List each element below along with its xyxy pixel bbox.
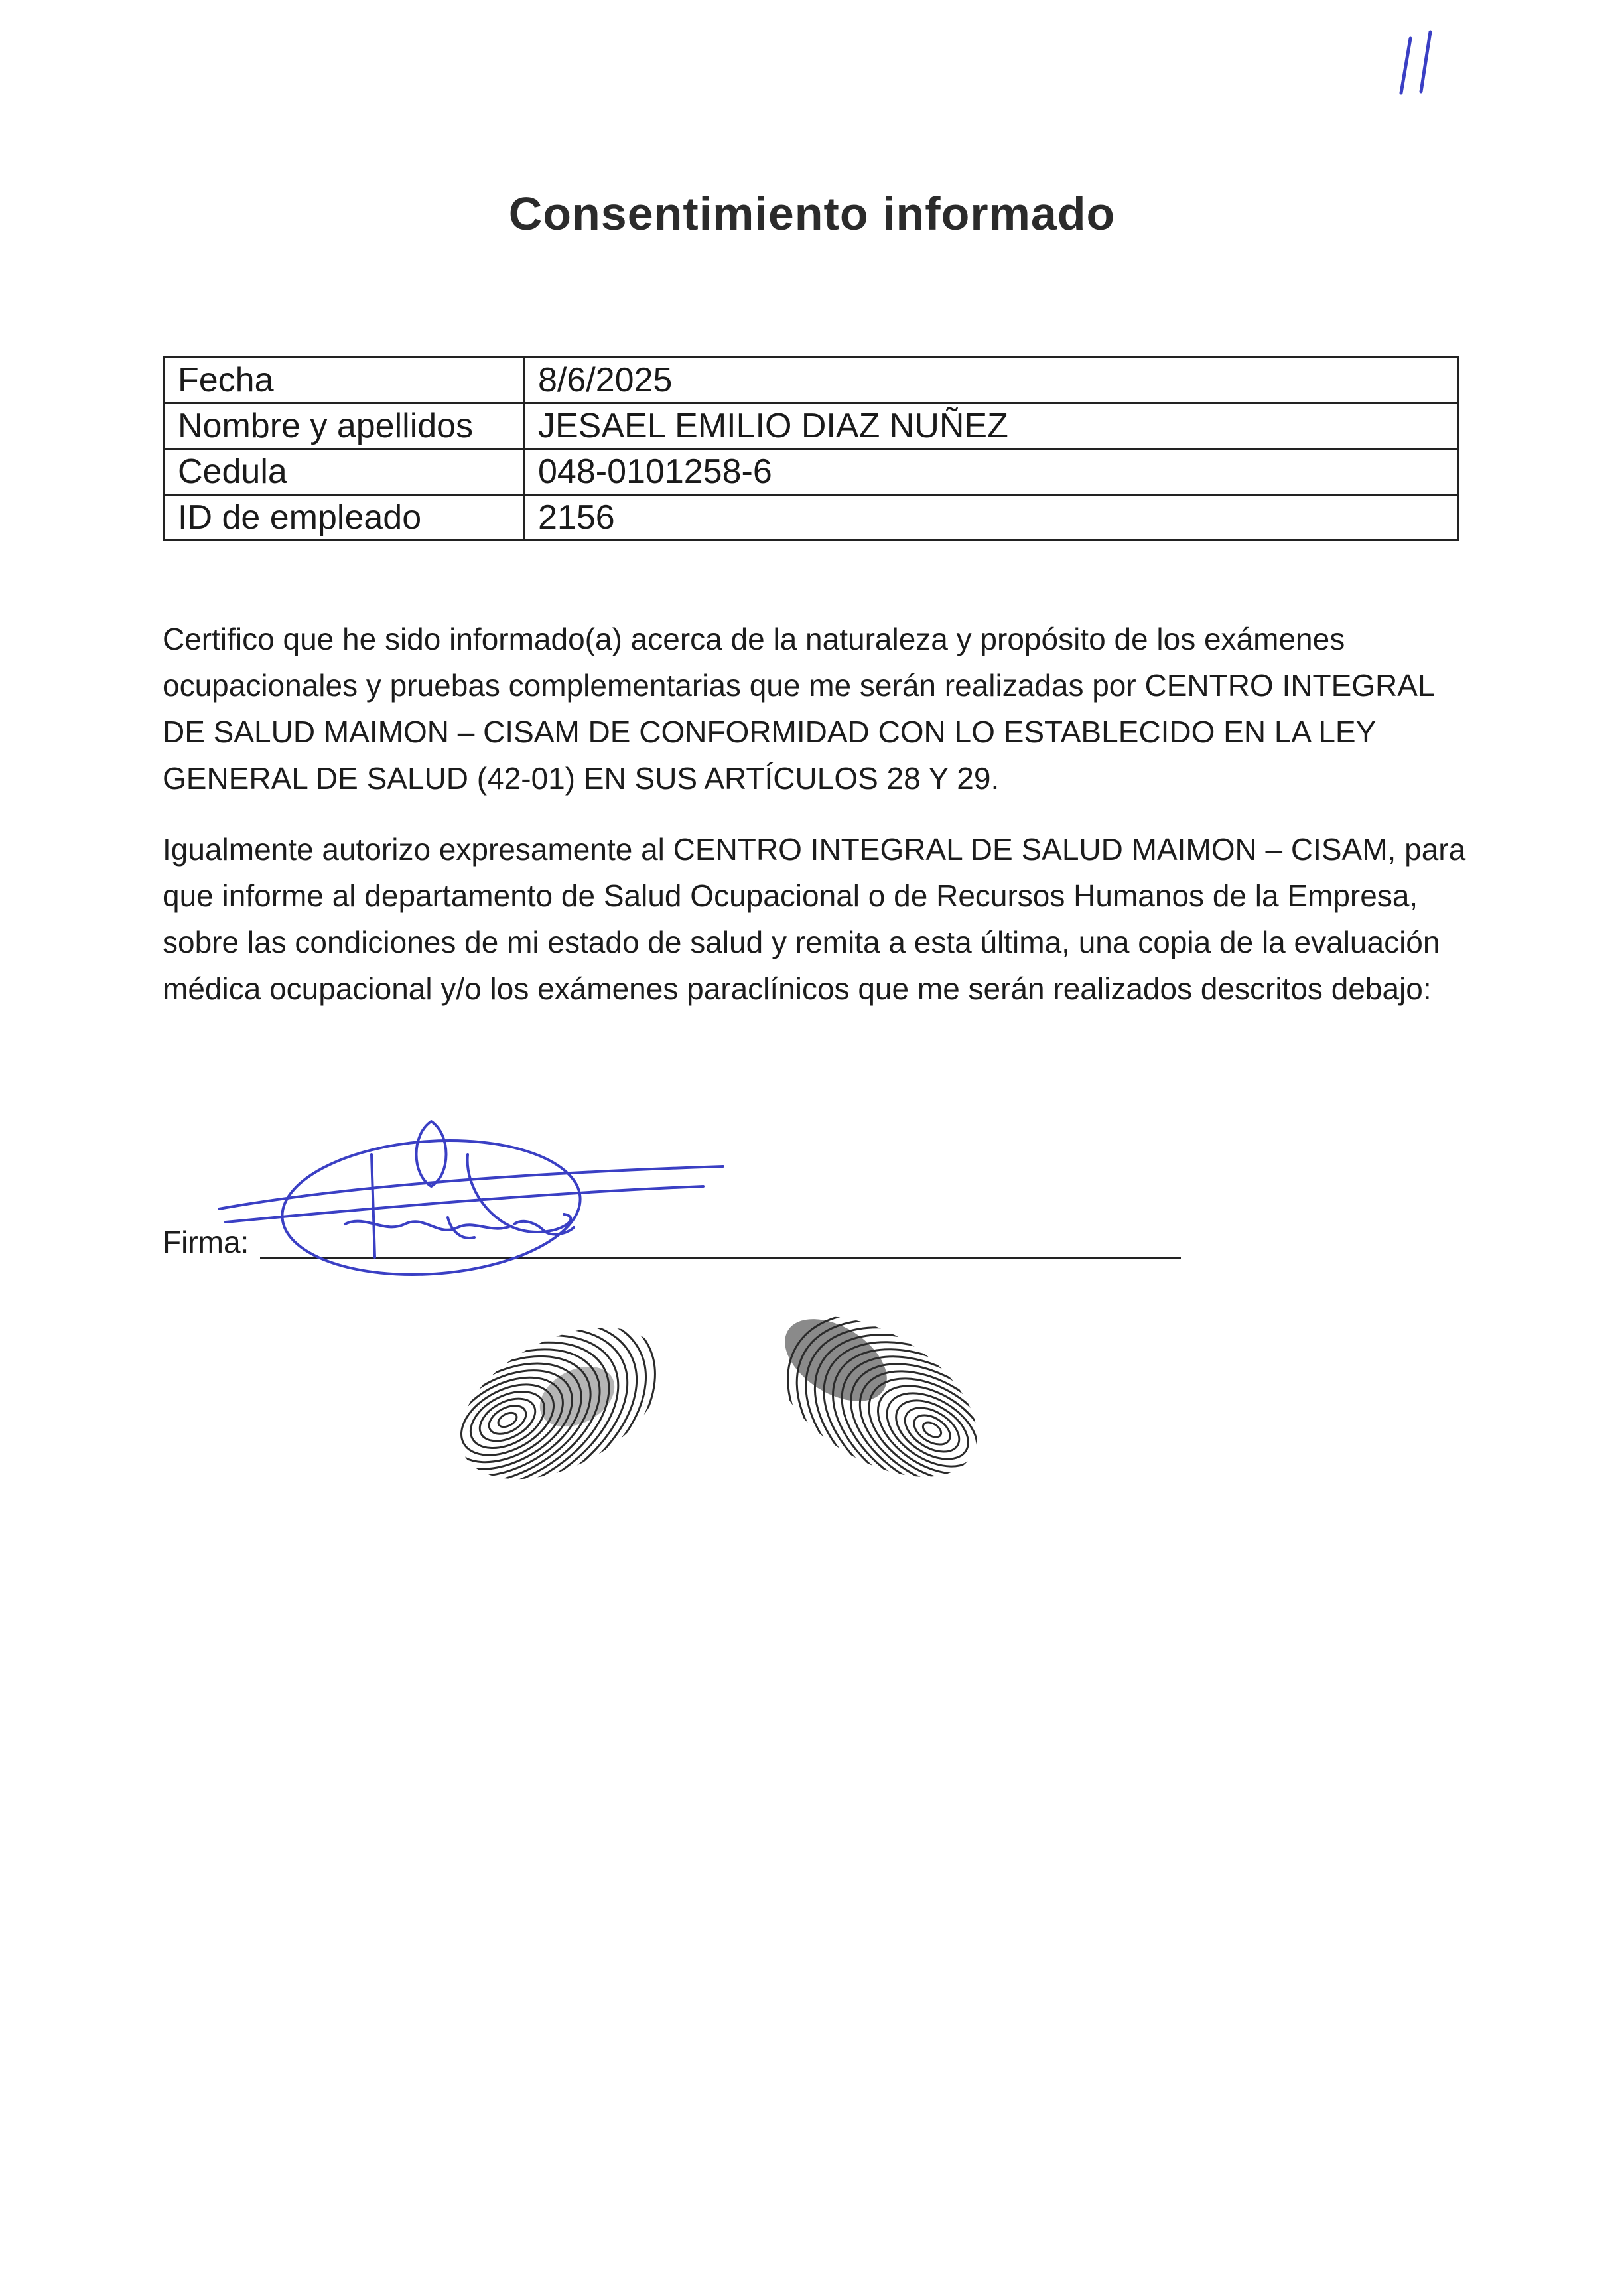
- fingerprint-right-image: [756, 1297, 995, 1503]
- table-row: [164, 358, 1459, 403]
- row-label-id-empleado: ID de empleado: [164, 495, 524, 541]
- certification-paragraph: Certifico que he sido informado(a) acerca de la naturaleza y propósito de los exámenes ocupacionales y pruebas complementarias que me serán realizadas por CENTRO INTEGRAL DE SALUD MAIMON – CISAM DE CONFORMIDAD CON LO ESTABLECIDO EN LA LEY GENERAL DE SALUD (42-01) EN SUS ARTÍCULOS 28 Y 29.: [163, 622, 1434, 796]
- row-label-cedula: Cedula: [164, 449, 524, 495]
- row-value-id-empleado: 2156: [524, 495, 1459, 541]
- authorization-paragraph: Igualmente autorizo expresamente al CENTRO INTEGRAL DE SALUD MAIMON – CISAM, para que informe al departamento de Salud Ocupacional o de Recursos Humanos de la Empresa, sobre las condiciones de mi estado de salud y remita a esta última, una copia de la evaluación médica ocupacional y/o los exámenes paraclínicos que me serán realizados descritos debajo:: [163, 832, 1466, 1006]
- handwritten-signature: [212, 1108, 730, 1307]
- row-value-nombre: JESAEL EMILIO DIAZ NUÑEZ: [524, 403, 1459, 449]
- document-title: Consentimiento informado: [508, 188, 1116, 240]
- table-row: [164, 403, 1459, 449]
- handwritten-page-number: [1392, 27, 1445, 100]
- row-label-nombre: Nombre y apellidos: [164, 403, 524, 449]
- table-row: [164, 495, 1459, 541]
- row-label-fecha: Fecha: [164, 358, 524, 403]
- signature-label: Firma:: [163, 1225, 249, 1259]
- table-row: [164, 449, 1459, 495]
- employee-info-table: [163, 356, 1459, 541]
- row-value-cedula: 048-0101258-6: [524, 449, 1459, 495]
- fingerprint-left-image: [441, 1304, 680, 1503]
- row-value-fecha: 8/6/2025: [524, 358, 1459, 403]
